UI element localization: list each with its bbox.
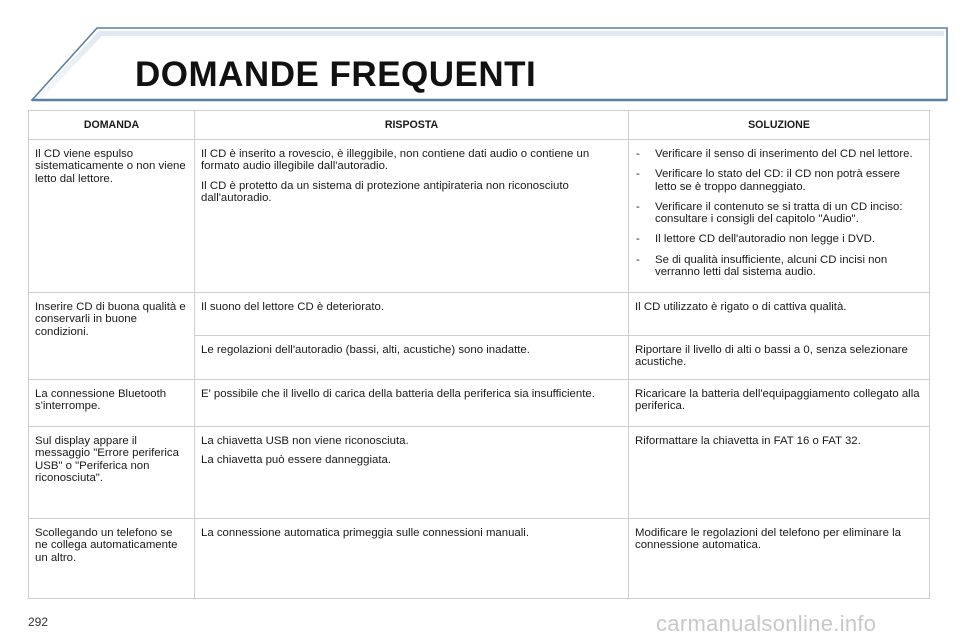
- table-row: [29, 427, 930, 519]
- question-text: Sul display appare il messaggio "Errore periferica USB" o "Periferica non riconosciuta".: [35, 435, 179, 484]
- page-title: DOMANDE FREQUENTI: [135, 55, 537, 94]
- answer-text: La connessione automatica primeggia sulle connessioni manuali.: [201, 527, 529, 539]
- answer-text: E' possibile che il livello di carica della batteria della periferica sia insufficiente.: [201, 388, 595, 400]
- answer-text: La chiavetta può essere danneggiata.: [201, 454, 391, 467]
- solution-item: - Verificare il senso di inserimento del CD nel lettore.: [636, 148, 913, 160]
- watermark-text: carmanualsonline.info: [656, 611, 877, 636]
- question-cell: [29, 519, 195, 599]
- table-row: [29, 293, 930, 336]
- answer-cell: [195, 140, 629, 293]
- page-number: 292: [28, 615, 49, 629]
- solution-text: Se di qualità insufficiente, alcuni CD incisi non verranno letti dal sistema audio.: [655, 253, 888, 279]
- answer-cell: [195, 427, 629, 519]
- solution-item: - Verificare lo stato del CD: il CD non potrà essere letto se è troppo danneggiato.: [636, 168, 901, 193]
- question-cell: [29, 140, 195, 293]
- solution-text: Il CD utilizzato è rigato o di cattiva qualità.: [635, 301, 847, 313]
- solution-text: Riformattare la chiavetta in FAT 16 o FAT 32.: [635, 435, 861, 447]
- solution-text: Ricaricare la batteria dell'equipaggiamento collegato alla periferica.: [635, 388, 920, 413]
- answer-text: Il suono del lettore CD è deteriorato.: [201, 301, 384, 313]
- solution-text: Verificare il senso di inserimento del CD nel lettore.: [655, 148, 913, 160]
- solution-list: [635, 148, 923, 278]
- table-row: [29, 380, 930, 427]
- solution-text: Verificare lo stato del CD: il CD non potrà essere letto se è troppo danneggiato.: [655, 168, 901, 193]
- question-text: Scollegando un telefono se ne collega automaticamente un altro.: [35, 527, 178, 564]
- solution-text: Riportare il livello di alti o bassi a 0, senza selezionare acustiche.: [635, 344, 908, 369]
- solution-cell: [629, 380, 930, 427]
- question-text: Il CD viene espulso sistematicamente o non viene letto dal lettore.: [35, 148, 186, 185]
- question-text: Inserire CD di buona qualità e conservarli in buone condizioni.: [35, 301, 186, 338]
- column-header-soluzione: SOLUZIONE: [629, 111, 930, 140]
- answer-text: Il CD è inserito a rovescio, è illeggibile, non contiene dati audio o contiene un formato audio illegibile dall'autoradio.: [201, 148, 590, 173]
- column-header-risposta: RISPOSTA: [195, 111, 629, 140]
- solution-cell: [629, 140, 930, 293]
- solution-text: Verificare il contenuto se si tratta di un CD inciso: consultare i consigli del capitolo "Audio".: [655, 200, 903, 226]
- answer-text: Il CD è protetto da un sistema di protezione antipirateria non riconosciuto dall'autoradio.: [201, 179, 569, 204]
- faq-table: [28, 110, 930, 599]
- table-row: [29, 519, 930, 599]
- question-cell: [29, 380, 195, 427]
- answer-text: Le regolazioni dell'autoradio (bassi, alti, acustiche) sono inadatte.: [201, 344, 530, 356]
- solution-item: - Verificare il contenuto se si tratta di un CD inciso: consultare i consigli del capitolo "Audio".: [636, 200, 903, 226]
- table-header-row: [29, 111, 930, 140]
- column-header-domanda: DOMANDA: [29, 111, 195, 140]
- question-cell: [29, 427, 195, 519]
- solution-item: - Se di qualità insufficiente, alcuni CD incisi non verranno letti dal sistema audio.: [636, 253, 888, 279]
- table-row: [29, 140, 930, 293]
- answer-text: La chiavetta USB non viene riconosciuta.: [201, 435, 409, 447]
- solution-cell: [629, 427, 930, 519]
- solution-cell: [629, 519, 930, 599]
- solution-text: Il lettore CD dell'autoradio non legge i DVD.: [655, 233, 875, 246]
- solution-cell: [629, 293, 930, 336]
- answer-cell: [195, 380, 629, 427]
- question-cell: [29, 293, 195, 380]
- solution-cell: [629, 336, 930, 380]
- answer-cell: [195, 293, 629, 336]
- question-text: La connessione Bluetooth s'interrompe.: [35, 388, 167, 413]
- solution-text: Modificare le regolazioni del telefono per eliminare la connessione automatica.: [635, 527, 901, 552]
- answer-cell: [195, 519, 629, 599]
- solution-item: - Il lettore CD dell'autoradio non legge i DVD.: [636, 233, 875, 246]
- answer-cell: [195, 336, 629, 380]
